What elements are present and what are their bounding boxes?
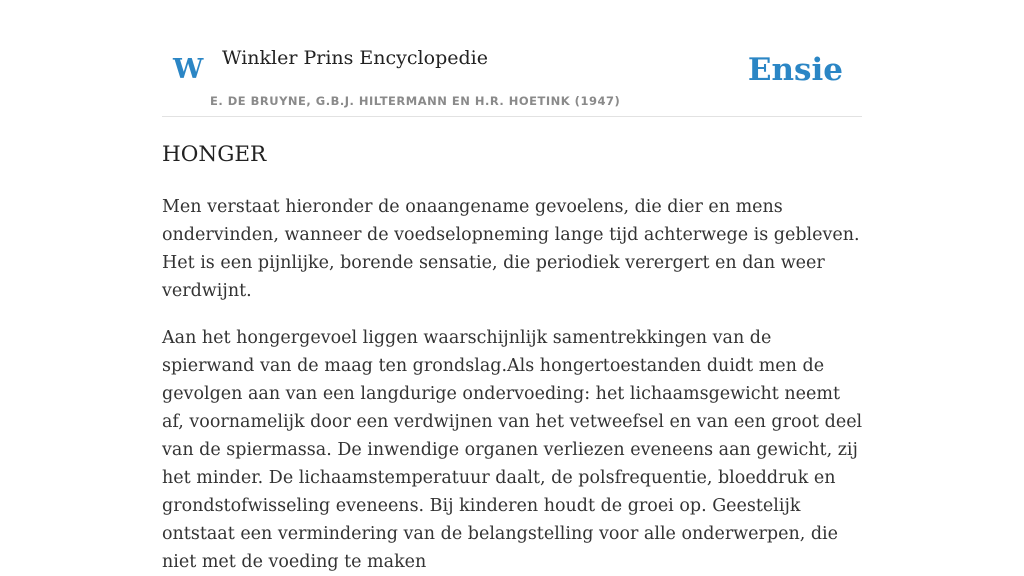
article-paragraph: Aan het hongergevoel liggen waarschijnlijk samentrekkingen van de spierwand van de maag ten grondslag.Als hongertoestanden duidt men de gevolgen aan van een langdurige ondervoeding: het lichaamsgewicht neemt af, voornamelijk door een verdwijnen van het vetweefsel en van een groot deel van de spiermassa. De inwendige organen verliezen eveneens aan gewicht, zij het minder. De lichaamstemperatuur daalt, de polsfrequentie, bloeddruk en grondstofwisseling eveneens. Bij kinderen houdt de groei op. Geestelijk ontstaat een vermindering van de belangstelling voor alle onderwerpen, die niet met de voeding te maken <box>162 328 863 572</box>
ensie-logo[interactable]: Ensie <box>747 52 843 88</box>
article <box>162 140 864 576</box>
article-paragraph: Men verstaat hieronder de onaangename gevoelens, die dier en mens ondervinden, wanneer de voedselopneming lange tijd achterwege is gebleven. Het is een pijnlijke, borende sensatie, die periodiek verergert en dan weer verdwijnt. <box>162 197 860 301</box>
authors-line: E. DE BRUYNE, G.B.J. HILTERMANN EN H.R. HOETINK (1947) <box>210 94 621 108</box>
site-header <box>162 0 862 117</box>
article-title: HONGER <box>162 142 267 167</box>
publication-title[interactable]: Winkler Prins Encyclopedie <box>222 47 488 69</box>
winkler-prins-logo-icon[interactable]: W <box>173 54 204 85</box>
